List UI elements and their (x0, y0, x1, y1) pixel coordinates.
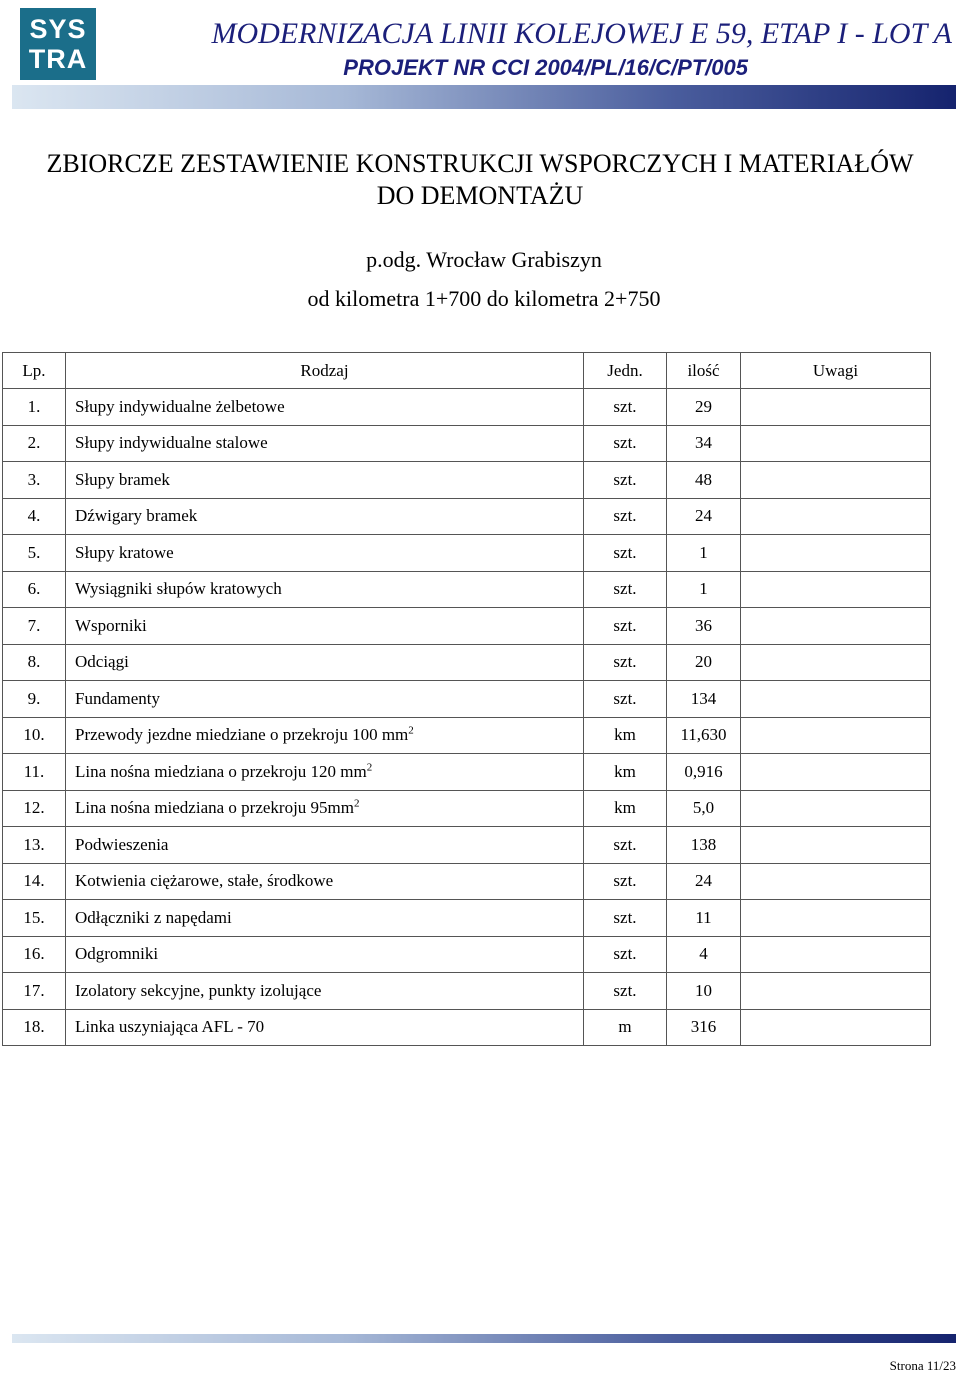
row-unit: szt. (584, 425, 667, 462)
row-unit: szt. (584, 535, 667, 572)
row-uwagi (741, 790, 931, 827)
table-row (3, 389, 931, 426)
table-row (3, 754, 931, 791)
row-lp: 18. (3, 1009, 66, 1046)
row-rodzaj-text: Słupy indywidualne stalowe (75, 433, 268, 453)
header-subtitle: PROJEKT NR CCI 2004/PL/16/C/PT/005 (343, 55, 748, 80)
row-lp: 6. (3, 571, 66, 608)
row-qty: 11,630 (667, 717, 741, 754)
row-lp: 8. (3, 644, 66, 681)
row-unit: szt. (584, 681, 667, 718)
row-qty: 1 (667, 571, 741, 608)
row-uwagi (741, 973, 931, 1010)
row-rodzaj-text: Dźwigary bramek (75, 506, 198, 526)
systra-logo (20, 8, 96, 80)
row-rodzaj-text: Słupy bramek (75, 469, 170, 489)
row-rodzaj-text: Fundamenty (75, 688, 160, 708)
row-lp: 4. (3, 498, 66, 535)
row-rodzaj-text: Przewody jezdne miedziane o przekroju 100 mm (75, 725, 409, 745)
table-row (3, 1009, 931, 1046)
row-rodzaj (66, 717, 584, 754)
row-unit: szt. (584, 973, 667, 1010)
row-rodzaj (66, 900, 584, 937)
row-rodzaj-text: Podwieszenia (75, 834, 169, 854)
row-lp: 3. (3, 462, 66, 499)
row-rodzaj-text: Lina nośna miedziana o przekroju 95mm (75, 798, 354, 818)
table-row (3, 462, 931, 499)
header-rodzaj: Rodzaj (66, 353, 584, 389)
row-unit: m (584, 1009, 667, 1046)
table-row (3, 717, 931, 754)
row-uwagi (741, 863, 931, 900)
row-lp: 1. (3, 389, 66, 426)
table-row (3, 827, 931, 864)
row-qty: 134 (667, 681, 741, 718)
row-qty: 138 (667, 827, 741, 864)
materials-table (2, 352, 931, 1046)
row-rodzaj-text: Słupy indywidualne żelbetowe (75, 396, 285, 416)
table-row (3, 681, 931, 718)
row-rodzaj-text: Lina nośna miedziana o przekroju 120 mm (75, 761, 367, 781)
row-uwagi (741, 1009, 931, 1046)
table-row (3, 498, 931, 535)
table-row (3, 535, 931, 572)
row-qty: 10 (667, 973, 741, 1010)
row-unit: szt. (584, 571, 667, 608)
page-number: Strona 11/23 (889, 1358, 956, 1373)
logo-line-2: TRA (28, 44, 88, 74)
row-rodzaj (66, 790, 584, 827)
row-unit: szt. (584, 863, 667, 900)
table-row (3, 900, 931, 937)
row-qty: 5,0 (667, 790, 741, 827)
row-unit: szt. (584, 462, 667, 499)
row-qty: 0,916 (667, 754, 741, 791)
row-lp: 14. (3, 863, 66, 900)
header-ilosc: ilość (667, 353, 741, 389)
table-row (3, 644, 931, 681)
row-qty: 24 (667, 863, 741, 900)
header-title: MODERNIZACJA LINII KOLEJOWEJ E 59, ETAP I - LOT A (211, 17, 952, 50)
row-uwagi (741, 389, 931, 426)
row-rodzaj-text: Kotwienia ciężarowe, stałe, środkowe (75, 871, 334, 891)
row-lp: 15. (3, 900, 66, 937)
row-uwagi (741, 425, 931, 462)
row-lp: 7. (3, 608, 66, 645)
row-lp: 17. (3, 973, 66, 1010)
row-qty: 20 (667, 644, 741, 681)
row-rodzaj (66, 498, 584, 535)
row-rodzaj-text: Odłączniki z napędami (75, 907, 232, 927)
row-rodzaj (66, 644, 584, 681)
row-qty: 24 (667, 498, 741, 535)
row-unit: szt. (584, 389, 667, 426)
table-row (3, 973, 931, 1010)
row-rodzaj-text: Słupy kratowe (75, 542, 174, 562)
table-row (3, 936, 931, 973)
header-uwagi: Uwagi (741, 353, 931, 389)
unit-exponent: 2 (408, 724, 414, 737)
km-range: od kilometra 1+700 do kilometra 2+750 (307, 286, 661, 311)
row-lp: 9. (3, 681, 66, 718)
row-rodzaj (66, 754, 584, 791)
row-uwagi (741, 936, 931, 973)
row-rodzaj-text: Odgromniki (75, 944, 159, 964)
table-row (3, 608, 931, 645)
row-qty: 34 (667, 425, 741, 462)
row-unit: szt. (584, 644, 667, 681)
row-rodzaj-text: Linka uszyniająca AFL - 70 (75, 1017, 265, 1037)
row-unit: km (584, 717, 667, 754)
row-uwagi (741, 498, 931, 535)
logo-line-1: SYS (29, 14, 87, 44)
document-title-line-2: DO DEMONTAŻU (376, 181, 584, 210)
row-rodzaj (66, 535, 584, 572)
document-title (0, 148, 960, 212)
row-lp: 12. (3, 790, 66, 827)
table-row (3, 790, 931, 827)
row-uwagi (741, 644, 931, 681)
station-name: p.odg. Wrocław Grabiszyn (366, 247, 602, 272)
row-rodzaj-text: Wsporniki (75, 615, 147, 635)
row-uwagi (741, 900, 931, 937)
row-qty: 48 (667, 462, 741, 499)
table-row (3, 571, 931, 608)
row-rodzaj (66, 462, 584, 499)
row-lp: 11. (3, 754, 66, 791)
row-uwagi (741, 608, 931, 645)
row-rodzaj (66, 936, 584, 973)
row-qty: 4 (667, 936, 741, 973)
row-lp: 5. (3, 535, 66, 572)
row-rodzaj-text: Wysiągniki słupów kratowych (75, 579, 282, 599)
header-gradient-bar (12, 85, 956, 109)
row-uwagi (741, 571, 931, 608)
row-uwagi (741, 754, 931, 791)
row-rodzaj (66, 389, 584, 426)
row-uwagi (741, 681, 931, 718)
row-unit: szt. (584, 827, 667, 864)
row-rodzaj (66, 681, 584, 718)
row-rodzaj-text: Odciągi (75, 652, 129, 672)
unit-exponent: 2 (366, 761, 373, 774)
row-uwagi (741, 827, 931, 864)
table-row (3, 863, 931, 900)
row-rodzaj (66, 608, 584, 645)
row-unit: szt. (584, 900, 667, 937)
row-uwagi (741, 535, 931, 572)
row-unit: szt. (584, 936, 667, 973)
row-unit: szt. (584, 608, 667, 645)
row-rodzaj (66, 571, 584, 608)
table-header-row (3, 353, 931, 389)
row-rodzaj (66, 425, 584, 462)
row-qty: 36 (667, 608, 741, 645)
header-jedn: Jedn. (584, 353, 667, 389)
row-uwagi (741, 462, 931, 499)
row-rodzaj (66, 1009, 584, 1046)
table-body (3, 389, 931, 1046)
row-rodzaj (66, 827, 584, 864)
row-qty: 1 (667, 535, 741, 572)
table-row (3, 425, 931, 462)
row-rodzaj (66, 863, 584, 900)
row-unit: km (584, 790, 667, 827)
unit-exponent: 2 (354, 797, 360, 810)
row-unit: szt. (584, 498, 667, 535)
row-lp: 13. (3, 827, 66, 864)
row-qty: 316 (667, 1009, 741, 1046)
row-qty: 29 (667, 389, 741, 426)
row-qty: 11 (667, 900, 741, 937)
footer-gradient-bar (12, 1334, 956, 1343)
row-uwagi (741, 717, 931, 754)
row-lp: 10. (3, 717, 66, 754)
document-title-line-1: ZBIORCZE ZESTAWIENIE KONSTRUKCJI WSPORCZYCH I MATERIAŁÓW (46, 149, 914, 178)
header-lp: Lp. (3, 353, 66, 389)
row-rodzaj-text: Izolatory sekcyjne, punkty izolujące (75, 980, 322, 1000)
row-unit: km (584, 754, 667, 791)
row-rodzaj (66, 973, 584, 1010)
row-lp: 2. (3, 425, 66, 462)
row-lp: 16. (3, 936, 66, 973)
